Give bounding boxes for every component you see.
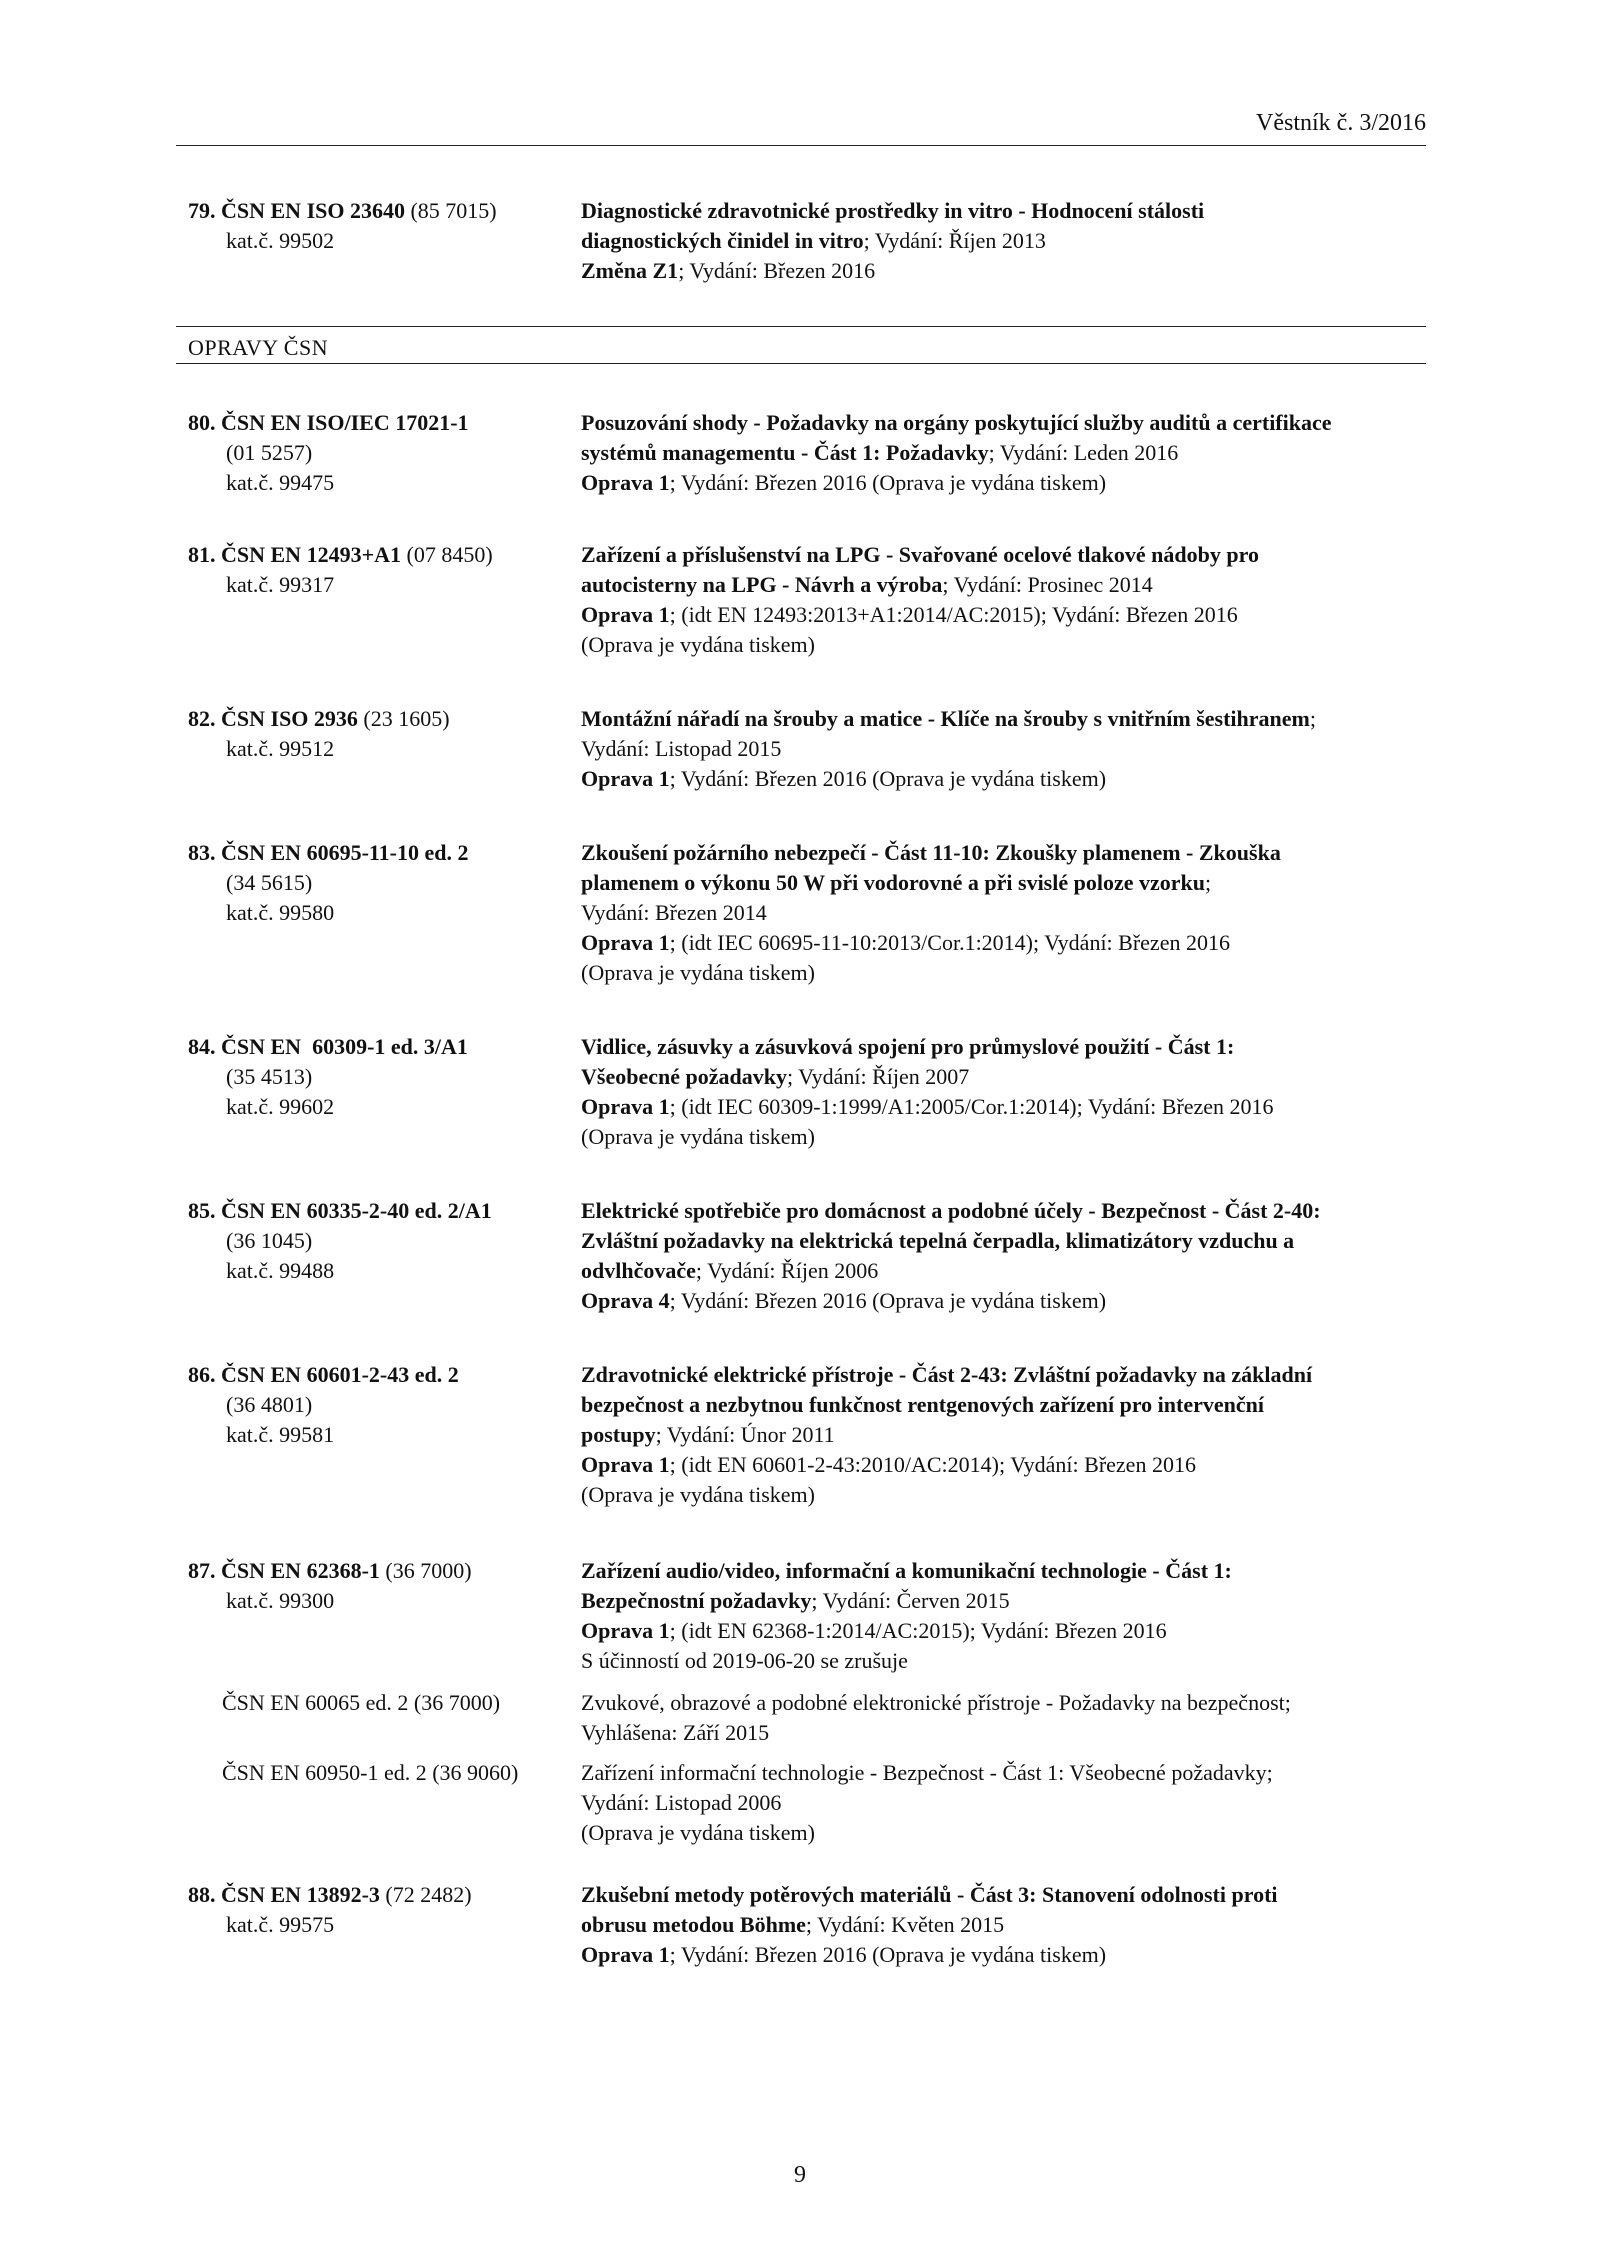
standard-title-end: odvlhčovače xyxy=(581,1258,696,1283)
correction-label: Oprava 1 xyxy=(581,1618,670,1643)
standard-code: ČSN EN 60601-2-43 ed. 2 xyxy=(221,1362,459,1387)
issue-date: ; Vydání: Červen 2015 xyxy=(811,1588,1010,1613)
standard-title: Zkoušení požárního nebezpečí - Část 11-10: Zkoušky plamenem - Zkouška xyxy=(581,840,1281,865)
correction-label: Oprava 1 xyxy=(581,1452,670,1477)
catalog-number: kat.č. 99317 xyxy=(226,572,335,597)
standard-title-cont: diagnostických činidel in vitro xyxy=(581,228,864,253)
related-standard-details xyxy=(581,1688,1441,1748)
related-standard-title: Zařízení informační technologie - Bezpečnost - Část 1: Všeobecné požadavky; xyxy=(581,1760,1273,1785)
standard-title: Montážní nářadí na šrouby a matice - Klíče na šrouby s vnitřním šestihranem xyxy=(581,706,1310,731)
bulletin-header: Věstník č. 3/2016 xyxy=(1256,110,1426,136)
correction-text: ; (idt EN 60601-2-43:2010/AC:2014); Vydání: Březen 2016 xyxy=(669,1452,1196,1477)
standard-title: Diagnostické zdravotnické prostředky in vitro - Hodnocení stálosti xyxy=(581,198,1205,223)
standard-code: ČSN EN 60695-11-10 ed. 2 xyxy=(221,840,469,865)
standard-title: Posuzování shody - Požadavky na orgány poskytující služby auditů a certifikace xyxy=(581,410,1332,435)
page-number: 9 xyxy=(794,2162,806,2188)
entry-number: 82. xyxy=(188,706,216,731)
correction-text: ; (idt IEC 60695-11-10:2013/Cor.1:2014); Vydání: Březen 2016 xyxy=(669,930,1230,955)
catalog-number: kat.č. 99580 xyxy=(226,900,335,925)
correction-note: (Oprava je vydána tiskem) xyxy=(581,1124,815,1149)
issue-date: ; Vydání: Říjen 2007 xyxy=(786,1064,970,1089)
correction-text: ; (idt EN 12493:2013+A1:2014/AC:2015); Vydání: Březen 2016 xyxy=(669,602,1238,627)
issue-date: Vydání: Březen 2014 xyxy=(581,900,767,925)
change-text: ; Vydání: Březen 2016 xyxy=(678,258,876,283)
issue-date: ; Vydání: Říjen 2006 xyxy=(695,1258,879,1283)
correction-text: ; Vydání: Březen 2016 (Oprava je vydána tiskem) xyxy=(669,1942,1107,1967)
standard-title: Zařízení audio/video, informační a komunikační technologie - Část 1: xyxy=(581,1558,1232,1583)
section-divider-top xyxy=(176,326,1426,327)
catalog-number: kat.č. 99512 xyxy=(226,736,335,761)
correction-text: ; Vydání: Březen 2016 (Oprava je vydána tiskem) xyxy=(669,470,1107,495)
standard-title-end: postupy xyxy=(581,1422,656,1447)
standard-code: ČSN EN ISO/IEC 17021-1 xyxy=(221,410,469,435)
catalog-number: kat.č. 99575 xyxy=(226,1912,335,1937)
entry-number: 86. xyxy=(188,1362,216,1387)
section-title: OPRAVY ČSN xyxy=(188,335,329,360)
standard-title-cont: obrusu metodou Böhme xyxy=(581,1912,806,1937)
entry-number: 81. xyxy=(188,542,216,567)
title-punctuation: ; xyxy=(1309,706,1316,731)
correction-label: Oprava 4 xyxy=(581,1288,670,1313)
related-standard-date: Vydání: Listopad 2006 xyxy=(581,1790,782,1815)
standard-title-cont: autocisterny na LPG - Návrh a výroba xyxy=(581,572,943,597)
issue-date: ; Vydání: Leden 2016 xyxy=(988,440,1179,465)
issue-date: ; Vydání: Prosinec 2014 xyxy=(942,572,1153,597)
correction-note: (Oprava je vydána tiskem) xyxy=(581,1482,815,1507)
classification-code: (36 1045) xyxy=(226,1228,313,1253)
related-standard-code: ČSN EN 60950-1 ed. 2 (36 9060) xyxy=(222,1760,519,1785)
correction-label: Oprava 1 xyxy=(581,602,670,627)
standard-code: ČSN EN 60335-2-40 ed. 2/A1 xyxy=(221,1198,492,1223)
correction-note: (Oprava je vydána tiskem) xyxy=(581,1820,815,1845)
entry-number: 88. xyxy=(188,1882,216,1907)
standard-code: ČSN ISO 2936 xyxy=(221,706,358,731)
section-divider-bottom xyxy=(176,363,1426,364)
standard-title-cont: bezpečnost a nezbytnou funkčnost rentgenových zařízení pro intervenční xyxy=(581,1392,1264,1417)
classification-code: (35 4513) xyxy=(226,1064,313,1089)
issue-date: ; Vydání: Květen 2015 xyxy=(805,1912,1005,1937)
standard-code: ČSN EN 62368-1 xyxy=(221,1558,380,1583)
correction-label: Oprava 1 xyxy=(581,1942,670,1967)
catalog-number: kat.č. 99475 xyxy=(226,470,335,495)
entry-number: 84. xyxy=(188,1034,216,1059)
correction-note: (Oprava je vydána tiskem) xyxy=(581,632,815,657)
entry-number: 85. xyxy=(188,1198,216,1223)
related-standard-date: Vyhlášena: Září 2015 xyxy=(581,1720,770,1745)
correction-label: Oprava 1 xyxy=(581,470,670,495)
standard-title: Zkušební metody potěrových materiálů - Část 3: Stanovení odolnosti proti xyxy=(581,1882,1278,1907)
standard-code: ČSN EN 13892-3 xyxy=(221,1882,380,1907)
standard-code: ČSN EN 12493+A1 xyxy=(221,542,401,567)
classification-code: (23 1605) xyxy=(363,706,450,731)
standard-title-cont: Zvláštní požadavky na elektrická tepelná čerpadla, klimatizátory vzduchu a xyxy=(581,1228,1295,1253)
catalog-number: kat.č. 99581 xyxy=(226,1422,335,1447)
standard-title: Vidlice, zásuvky a zásuvková spojení pro průmyslové použití - Část 1: xyxy=(581,1034,1235,1059)
validity-note: S účinností od 2019-06-20 se zrušuje xyxy=(581,1648,908,1673)
standard-code: ČSN EN ISO 23640 xyxy=(221,198,405,223)
correction-text: ; Vydání: Březen 2016 (Oprava je vydána tiskem) xyxy=(669,1288,1107,1313)
classification-code: (07 8450) xyxy=(406,542,493,567)
standard-code: ČSN EN 60309-1 ed. 3/A1 xyxy=(221,1034,468,1059)
issue-date: ; Vydání: Únor 2011 xyxy=(655,1422,835,1447)
catalog-number: kat.č. 99488 xyxy=(226,1258,335,1283)
classification-code: (34 5615) xyxy=(226,870,313,895)
header-divider xyxy=(176,145,1426,146)
change-label: Změna Z1 xyxy=(581,258,679,283)
related-standard-title: Zvukové, obrazové a podobné elektronické přístroje - Požadavky na bezpečnost; xyxy=(581,1690,1291,1715)
classification-code: (36 4801) xyxy=(226,1392,313,1417)
entry-number: 79. xyxy=(188,198,216,223)
entry-number: 87. xyxy=(188,1558,216,1583)
correction-note: (Oprava je vydána tiskem) xyxy=(581,960,815,985)
standard-title: Elektrické spotřebiče pro domácnost a podobné účely - Bezpečnost - Část 2-40: xyxy=(581,1198,1321,1223)
related-standard-code: ČSN EN 60065 ed. 2 (36 7000) xyxy=(222,1690,501,1715)
classification-code: (72 2482) xyxy=(385,1882,472,1907)
standard-title: Zdravotnické elektrické přístroje - Část 2-43: Zvláštní požadavky na základní xyxy=(581,1362,1313,1387)
correction-label: Oprava 1 xyxy=(581,766,670,791)
related-standard-details xyxy=(581,1758,1441,1848)
entry-number: 83. xyxy=(188,840,216,865)
correction-label: Oprava 1 xyxy=(581,930,670,955)
catalog-number: kat.č. 99602 xyxy=(226,1094,335,1119)
correction-text: ; (idt EN 62368-1:2014/AC:2015); Vydání: Březen 2016 xyxy=(669,1618,1167,1643)
correction-label: Oprava 1 xyxy=(581,1094,670,1119)
standard-title: Zařízení a příslušenství na LPG - Svařované ocelové tlakové nádoby pro xyxy=(581,542,1259,567)
classification-code: (01 5257) xyxy=(226,440,313,465)
catalog-number: kat.č. 99502 xyxy=(226,228,335,253)
standard-title-cont: Bezpečnostní požadavky xyxy=(581,1588,812,1613)
issue-date: ; Vydání: Říjen 2013 xyxy=(863,228,1046,253)
classification-code: (85 7015) xyxy=(410,198,497,223)
classification-code: (36 7000) xyxy=(385,1558,472,1583)
issue-date: Vydání: Listopad 2015 xyxy=(581,736,782,761)
catalog-number: kat.č. 99300 xyxy=(226,1588,335,1613)
correction-text: ; (idt IEC 60309-1:1999/A1:2005/Cor.1:2014); Vydání: Březen 2016 xyxy=(669,1094,1274,1119)
entry-number: 80. xyxy=(188,410,216,435)
standard-title-cont: plamenem o výkonu 50 W při vodorovné a při svislé poloze vzorku xyxy=(581,870,1205,895)
standard-title-cont: Všeobecné požadavky xyxy=(581,1064,787,1089)
correction-text: ; Vydání: Březen 2016 (Oprava je vydána tiskem) xyxy=(669,766,1107,791)
standard-title-cont: systémů managementu - Část 1: Požadavky xyxy=(581,440,989,465)
title-punctuation: ; xyxy=(1205,870,1212,895)
